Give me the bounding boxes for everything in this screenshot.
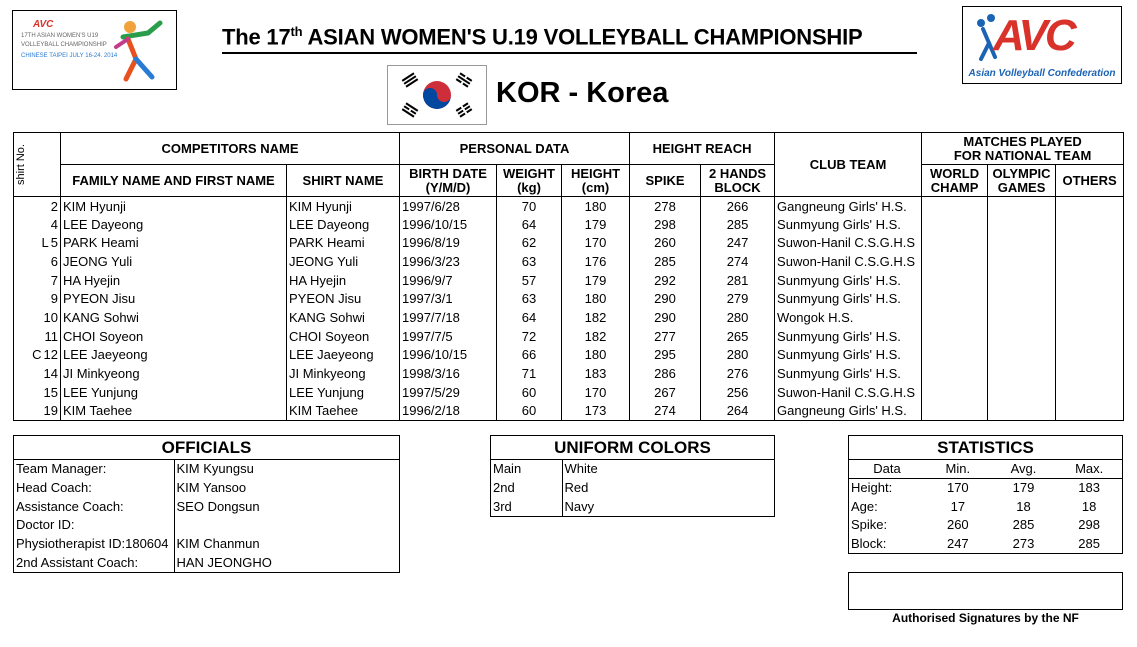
- height: 170: [562, 234, 630, 253]
- club-team-header: CLUB TEAM: [775, 133, 922, 197]
- others-cell: [1056, 365, 1124, 384]
- statistics-max: 285: [1078, 536, 1100, 552]
- shirt-number: 7: [50, 272, 58, 288]
- player-row: [14, 346, 1124, 365]
- player-name: PYEON Jisu: [61, 290, 287, 309]
- birth-date: 1997/3/1: [400, 290, 497, 309]
- player-role-prefix: C: [32, 347, 42, 363]
- olympic-games-cell: [988, 253, 1056, 272]
- shirt-number: 12: [43, 347, 58, 363]
- club-team: Wongok H.S.: [775, 309, 922, 328]
- weight: 72: [497, 327, 562, 346]
- player-name: KIM Taehee: [61, 402, 287, 421]
- height: 179: [562, 215, 630, 234]
- block: 276: [701, 365, 775, 384]
- others-cell: [1056, 197, 1124, 216]
- weight: 63: [497, 290, 562, 309]
- statistics-title: STATISTICS: [849, 436, 1122, 460]
- statistics-avg: 18: [1016, 498, 1031, 514]
- player-row: [14, 365, 1124, 384]
- shirt-number-cell: [14, 346, 61, 365]
- statistics-table: [849, 460, 1122, 553]
- shirt-name: JEONG Yuli: [287, 253, 400, 272]
- statistics-min: 170: [946, 480, 969, 496]
- two-hands-block-header: 2 HANDS BLOCK: [701, 165, 775, 197]
- shirt-number-cell: [14, 365, 61, 384]
- block: 256: [701, 383, 775, 402]
- height: 182: [562, 309, 630, 328]
- statistics-avg: 285: [1012, 517, 1035, 533]
- height-header: HEIGHT (cm): [562, 165, 630, 197]
- spike: 267: [630, 383, 701, 402]
- club-team: Sunmyung Girls' H.S.: [775, 215, 922, 234]
- club-team: Sunmyung Girls' H.S.: [775, 327, 922, 346]
- height-reach-header: HEIGHT REACH: [630, 133, 775, 165]
- olympic-games-cell: [988, 309, 1056, 328]
- statistics-max: 298: [1078, 517, 1100, 533]
- uniform-colors-table: [491, 460, 774, 516]
- title-prefix: The 17: [222, 24, 291, 50]
- club-team: Suwon-Hanil C.S.G.H.S: [775, 253, 922, 272]
- shirt-number-cell: [14, 290, 61, 309]
- club-team: Sunmyung Girls' H.S.: [775, 290, 922, 309]
- avc-logo: [962, 6, 1122, 84]
- shirt-name: PARK Heami: [287, 234, 400, 253]
- statistics-avg: 179: [1012, 480, 1035, 496]
- weight: 64: [497, 309, 562, 328]
- officials-table: [14, 460, 399, 572]
- official-name: KIM Kyungsu: [176, 461, 254, 477]
- others-cell: [1056, 290, 1124, 309]
- statistics-row: [849, 497, 1122, 516]
- world-champ-cell: [922, 346, 988, 365]
- birth-date: 1997/6/28: [400, 197, 497, 216]
- official-name: KIM Chanmun: [176, 536, 260, 552]
- birth-date: 1997/5/29: [400, 383, 497, 402]
- uniform-label: 3rd: [491, 497, 562, 516]
- weight: 70: [497, 197, 562, 216]
- club-team: Suwon-Hanil C.S.G.H.S: [775, 234, 922, 253]
- height: 173: [562, 402, 630, 421]
- olympic-games-cell: [988, 327, 1056, 346]
- world-champ-cell: [922, 327, 988, 346]
- height: 180: [562, 197, 630, 216]
- player-row: [14, 290, 1124, 309]
- player-name: LEE Jaeyeong: [61, 346, 287, 365]
- statistics-header-cell: Avg.: [991, 460, 1057, 479]
- shirt-number: 5: [50, 235, 58, 251]
- spike: 286: [630, 365, 701, 384]
- statistics-label: Age:: [851, 498, 878, 514]
- officials-title: OFFICIALS: [14, 436, 399, 460]
- player-name: CHOI Soyeon: [61, 327, 287, 346]
- statistics-label: Block:: [851, 536, 887, 552]
- spike: 290: [630, 309, 701, 328]
- world-champ-cell: [922, 253, 988, 272]
- weight: 57: [497, 271, 562, 290]
- uniform-color: Navy: [564, 498, 595, 514]
- weight: 63: [497, 253, 562, 272]
- uniform-row: [491, 460, 774, 479]
- player-name: LEE Yunjung: [61, 383, 287, 402]
- championship-logo: [12, 10, 177, 90]
- statistics-min: 260: [946, 517, 969, 533]
- shirt-number: 19: [43, 403, 58, 419]
- uniform-color: Red: [564, 480, 589, 496]
- player-row: [14, 215, 1124, 234]
- shirt-name: KIM Taehee: [287, 402, 400, 421]
- block: 266: [701, 197, 775, 216]
- spike: 278: [630, 197, 701, 216]
- weight: 62: [497, 234, 562, 253]
- shirt-number-cell: [14, 383, 61, 402]
- official-role: 2nd Assistant Coach:: [14, 553, 174, 572]
- matches-played-header: MATCHES PLAYED FOR NATIONAL TEAM: [922, 133, 1124, 165]
- block: 280: [701, 309, 775, 328]
- shirt-number: 9: [50, 291, 58, 307]
- avc-logo-mark: AVC: [993, 11, 1074, 60]
- others-cell: [1056, 346, 1124, 365]
- statistics-max: 183: [1078, 480, 1100, 496]
- player-name: HA Hyejin: [61, 271, 287, 290]
- avc-logo-caption: Asian Volleyball Confederation: [968, 68, 1116, 79]
- club-team: Sunmyung Girls' H.S.: [775, 346, 922, 365]
- shirt-number-cell: [14, 327, 61, 346]
- player-name: KANG Sohwi: [61, 309, 287, 328]
- others-cell: [1056, 215, 1124, 234]
- shirt-number-cell: [14, 215, 61, 234]
- birth-date: 1996/9/7: [400, 271, 497, 290]
- championship-logo-mark: AVC: [33, 19, 54, 30]
- officials-box: [13, 435, 400, 573]
- shirt-name: KIM Hyunji: [287, 197, 400, 216]
- shirt-name: JI Minkyeong: [287, 365, 400, 384]
- spike: 298: [630, 215, 701, 234]
- uniform-row: [491, 479, 774, 498]
- olympic-games-cell: [988, 346, 1056, 365]
- club-team: Sunmyung Girls' H.S.: [775, 365, 922, 384]
- olympic-games-cell: [988, 290, 1056, 309]
- roster-body: [14, 197, 1124, 421]
- world-champ-cell: [922, 215, 988, 234]
- olympic-games-header: OLYMPIC GAMES: [988, 165, 1056, 197]
- birth-date: 1998/3/16: [400, 365, 497, 384]
- uniform-colors-box: [490, 435, 775, 517]
- world-champ-cell: [922, 365, 988, 384]
- shirt-number-cell: [14, 402, 61, 421]
- block: 274: [701, 253, 775, 272]
- signature-field[interactable]: [848, 572, 1123, 610]
- uniform-color: White: [564, 461, 598, 477]
- birth-date: 1997/7/5: [400, 327, 497, 346]
- official-row: [14, 497, 399, 516]
- shirt-name-header: SHIRT NAME: [287, 165, 400, 197]
- official-role: Head Coach:: [14, 479, 174, 498]
- olympic-games-cell: [988, 383, 1056, 402]
- birth-date: 1996/3/23: [400, 253, 497, 272]
- height: 179: [562, 271, 630, 290]
- shirt-number: 4: [50, 216, 58, 232]
- player-row: [14, 253, 1124, 272]
- others-cell: [1056, 234, 1124, 253]
- height: 182: [562, 327, 630, 346]
- statistics-row: [849, 479, 1122, 498]
- shirt-number-cell: [14, 197, 61, 216]
- world-champ-cell: [922, 271, 988, 290]
- player-row: [14, 271, 1124, 290]
- olympic-games-cell: [988, 365, 1056, 384]
- weight: 71: [497, 365, 562, 384]
- shirt-name: LEE Jaeyeong: [287, 346, 400, 365]
- spike: 285: [630, 253, 701, 272]
- world-champ-cell: [922, 197, 988, 216]
- spike: 274: [630, 402, 701, 421]
- official-name: KIM Yansoo: [176, 480, 247, 496]
- championship-logo-line3: CHINESE TAIPEI JULY 16-24. 2014: [21, 53, 118, 59]
- height: 176: [562, 253, 630, 272]
- height: 170: [562, 383, 630, 402]
- block: 281: [701, 271, 775, 290]
- statistics-avg: 273: [1012, 536, 1035, 552]
- shirt-number: 10: [43, 309, 58, 325]
- official-row: [14, 479, 399, 498]
- others-cell: [1056, 402, 1124, 421]
- block: 265: [701, 327, 775, 346]
- korea-flag-icon: [387, 65, 487, 125]
- club-team: Suwon-Hanil C.S.G.H.S: [775, 383, 922, 402]
- weight: 60: [497, 383, 562, 402]
- club-team: Gangneung Girls' H.S.: [775, 197, 922, 216]
- statistics-label: Height:: [851, 480, 893, 496]
- shirt-number: 14: [43, 366, 58, 382]
- official-name: [174, 516, 399, 535]
- world-champ-cell: [922, 309, 988, 328]
- birth-date: 1996/10/15: [400, 215, 497, 234]
- official-row: [14, 460, 399, 479]
- official-row: [14, 516, 399, 535]
- olympic-games-cell: [988, 402, 1056, 421]
- club-team: Gangneung Girls' H.S.: [775, 402, 922, 421]
- statistics-row: [849, 535, 1122, 554]
- uniform-row: [491, 497, 774, 516]
- team-name: KOR - Korea: [496, 77, 669, 109]
- statistics-min: 247: [946, 536, 969, 552]
- weight: 66: [497, 346, 562, 365]
- weight-header: WEIGHT (kg): [497, 165, 562, 197]
- birth-date: 1996/8/19: [400, 234, 497, 253]
- title-main: ASIAN WOMEN'S U.19 VOLLEYBALL CHAMPIONSHIP: [302, 24, 863, 50]
- official-row: [14, 553, 399, 572]
- statistics-header-cell: Max.: [1056, 460, 1122, 479]
- statistics-min: 17: [950, 498, 966, 514]
- olympic-games-cell: [988, 197, 1056, 216]
- others-header: OTHERS: [1056, 165, 1124, 197]
- competitors-name-header: COMPETITORS NAME: [61, 133, 400, 165]
- page-title: [222, 24, 917, 54]
- world-champ-cell: [922, 383, 988, 402]
- roster-table-wrapper: [13, 132, 1123, 421]
- weight: 64: [497, 215, 562, 234]
- personal-data-header: PERSONAL DATA: [400, 133, 630, 165]
- shirt-number-cell: [14, 234, 61, 253]
- signature-label: Authorised Signatures by the NF: [892, 611, 1079, 625]
- statistics-header-cell: Min.: [925, 460, 991, 479]
- others-cell: [1056, 253, 1124, 272]
- shirt-number-cell: [14, 309, 61, 328]
- player-row: [14, 309, 1124, 328]
- others-cell: [1056, 383, 1124, 402]
- world-champ-cell: [922, 234, 988, 253]
- shirt-number-cell: [14, 253, 61, 272]
- uniform-label: 2nd: [491, 479, 562, 498]
- family-first-name-header: FAMILY NAME AND FIRST NAME: [61, 165, 287, 197]
- shirt-number: 15: [43, 384, 58, 400]
- block: 264: [701, 402, 775, 421]
- statistics-header-row: [849, 460, 1122, 479]
- shirt-number-cell: [14, 271, 61, 290]
- world-champ-cell: [922, 402, 988, 421]
- birth-date: 1996/10/15: [400, 346, 497, 365]
- spike-header: SPIKE: [630, 165, 701, 197]
- spike: 292: [630, 271, 701, 290]
- official-role: Physiotherapist ID:180604: [14, 535, 174, 554]
- statistics-row: [849, 516, 1122, 535]
- player-row: [14, 402, 1124, 421]
- height: 180: [562, 346, 630, 365]
- weight: 60: [497, 402, 562, 421]
- player-name: KIM Hyunji: [61, 197, 287, 216]
- shirt-name: HA Hyejin: [287, 271, 400, 290]
- others-cell: [1056, 309, 1124, 328]
- height: 180: [562, 290, 630, 309]
- birth-date: 1996/2/18: [400, 402, 497, 421]
- title-ordinal: th: [290, 24, 303, 39]
- birth-date: 1997/7/18: [400, 309, 497, 328]
- shirt-name: LEE Yunjung: [287, 383, 400, 402]
- shirt-number: 11: [44, 328, 58, 344]
- club-team: Sunmyung Girls' H.S.: [775, 271, 922, 290]
- spike: 295: [630, 346, 701, 365]
- player-row: [14, 327, 1124, 346]
- birth-date-header: BIRTH DATE (Y/M/D): [400, 165, 497, 197]
- others-cell: [1056, 271, 1124, 290]
- block: 279: [701, 290, 775, 309]
- player-row: [14, 383, 1124, 402]
- shirt-name: LEE Dayeong: [287, 215, 400, 234]
- roster-table: [13, 132, 1124, 421]
- championship-logo-line1: 17TH ASIAN WOMEN'S U19: [21, 33, 99, 39]
- player-row: [14, 234, 1124, 253]
- spike: 290: [630, 290, 701, 309]
- others-cell: [1056, 327, 1124, 346]
- official-row: [14, 535, 399, 554]
- statistics-header-cell: Data: [849, 460, 925, 479]
- statistics-box: [848, 435, 1123, 554]
- spike: 260: [630, 234, 701, 253]
- official-role: Doctor ID:: [14, 516, 174, 535]
- official-name: HAN JEONGHO: [176, 554, 272, 570]
- player-name: JI Minkyeong: [61, 365, 287, 384]
- olympic-games-cell: [988, 234, 1056, 253]
- player-name: JEONG Yuli: [61, 253, 287, 272]
- statistics-max: 18: [1081, 498, 1097, 514]
- shirt-number: 2: [50, 199, 58, 215]
- spike: 277: [630, 327, 701, 346]
- world-champ-header: WORLD CHAMP: [922, 165, 988, 197]
- shirt-number: 6: [50, 253, 58, 269]
- player-name: PARK Heami: [61, 234, 287, 253]
- shirt-name: PYEON Jisu: [287, 290, 400, 309]
- shirt-name: CHOI Soyeon: [287, 327, 400, 346]
- world-champ-cell: [922, 290, 988, 309]
- statistics-label: Spike:: [851, 517, 888, 533]
- player-name: LEE Dayeong: [61, 215, 287, 234]
- block: 247: [701, 234, 775, 253]
- uniform-colors-title: UNIFORM COLORS: [491, 436, 774, 460]
- height: 183: [562, 365, 630, 384]
- shirt-name: KANG Sohwi: [287, 309, 400, 328]
- olympic-games-cell: [988, 215, 1056, 234]
- championship-logo-line2: VOLLEYBALL CHAMPIONSHIP: [21, 42, 107, 48]
- uniform-label: Main: [491, 460, 562, 479]
- block: 280: [701, 346, 775, 365]
- shirt-no-header: shirt No.: [14, 133, 61, 197]
- official-role: Team Manager:: [14, 460, 174, 479]
- official-name: SEO Dongsun: [176, 498, 260, 514]
- official-role: Assistance Coach:: [14, 497, 174, 516]
- volleyball-player-icon: [108, 17, 168, 85]
- block: 285: [701, 215, 775, 234]
- player-role-prefix: L: [41, 235, 49, 251]
- olympic-games-cell: [988, 271, 1056, 290]
- player-row: [14, 197, 1124, 216]
